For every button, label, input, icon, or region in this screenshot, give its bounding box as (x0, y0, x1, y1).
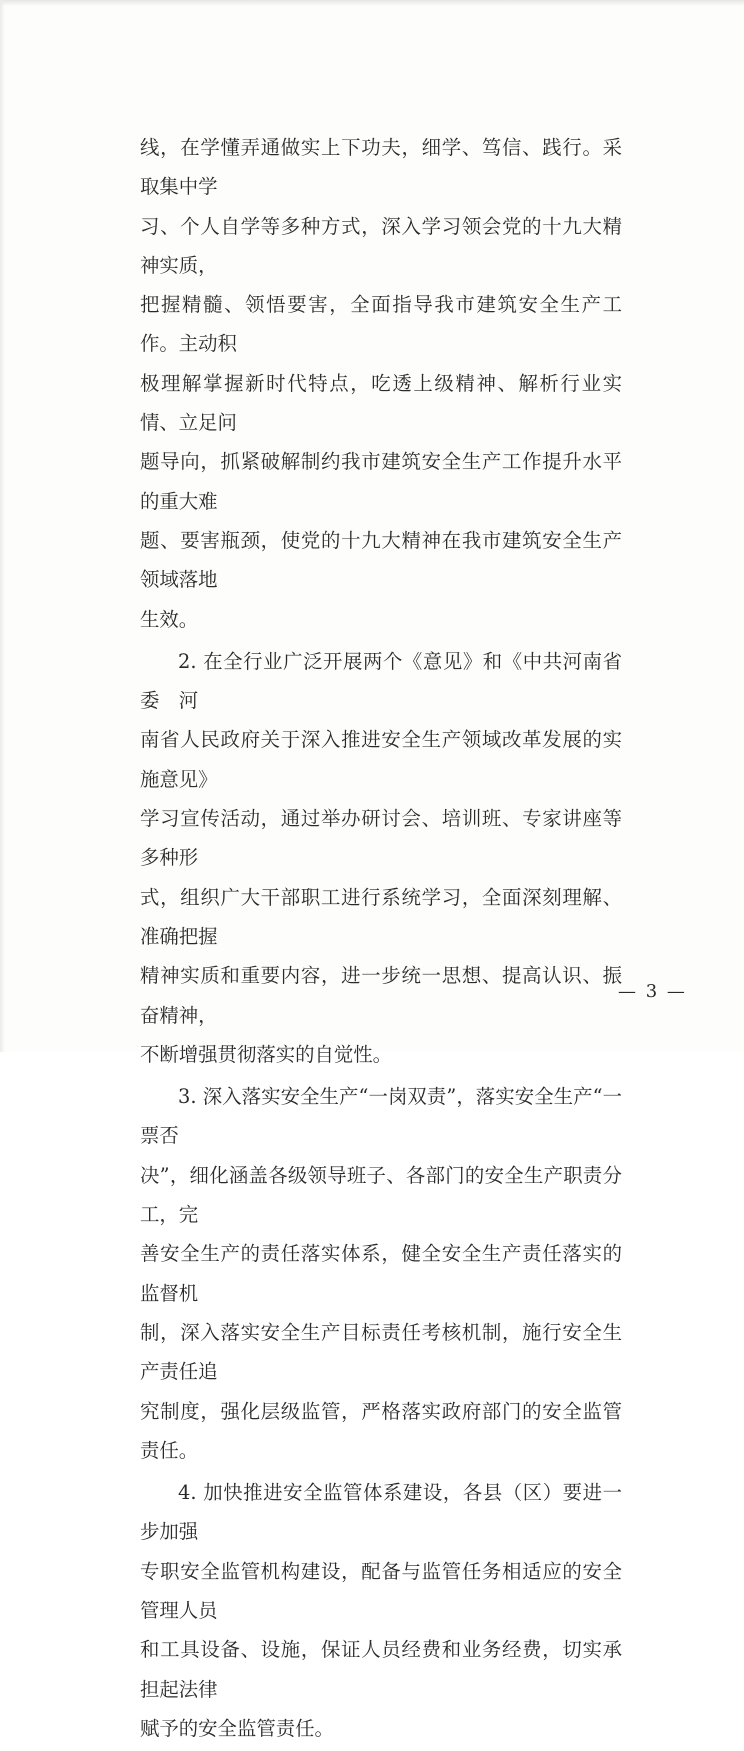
paragraph-item-2: 2. 在全行业广泛开展两个《意见》和《中共河南省委 河 南省人民政府关于深入推进安全生产领域改革发展的实施意见》 学习宣传活动，通过举办研讨会、培训班、专家讲座等多种形 式，组织广大干部职工进行系统学习，全面深刻理解、准确把握 精神实质和重要内容，进一步统一思想、提高认识、振奋精神， 不断增强贯彻落实的自觉性。 (140, 649, 622, 1066)
scan-edge-left (0, 0, 5, 1052)
paragraph-item-4: 4. 加快推进安全监管体系建设，各县（区）要进一步加强 专职安全监管机构建设，配备与监管任务相适应的安全管理人员 和工具设备、设施，保证人员经费和业务经费，切实承担起法律 赋予的安全监管责任。 (140, 1481, 622, 1740)
paragraph-item-3: 3. 深入落实安全生产“一岗双责”，落实安全生产“一票否 决”，细化涵盖各级领导班子、各部门的安全生产职责分工，完 善安全生产的责任落实体系，健全安全生产责任落实的监督机 制，深入落实安全生产目标责任考核机制，施行安全生产责任追 究制度，强化层级监管，严格落实政府部门的安全监管责任。 (140, 1085, 622, 1462)
document-body (140, 128, 622, 1751)
paragraph-continuation: 线，在学懂弄通做实上下功夫，细学、笃信、践行。采取集中学 习、个人自学等多种方式，深入学习领会党的十九大精神实质， 把握精髓、领悟要害，全面指导我市建筑安全生产工作。主动积 极理解掌握新时代特点，吃透上级精神、解析行业实情、立足问 题导向，抓紧破解制约我市建筑安全生产工作提升水平的重大难 题、要害瓶颈，使党的十九大精神在我市建筑安全生产领域落地 生效。 (140, 136, 622, 631)
scan-edge-top (0, 0, 744, 6)
page-number: — 3 — (618, 981, 687, 1002)
